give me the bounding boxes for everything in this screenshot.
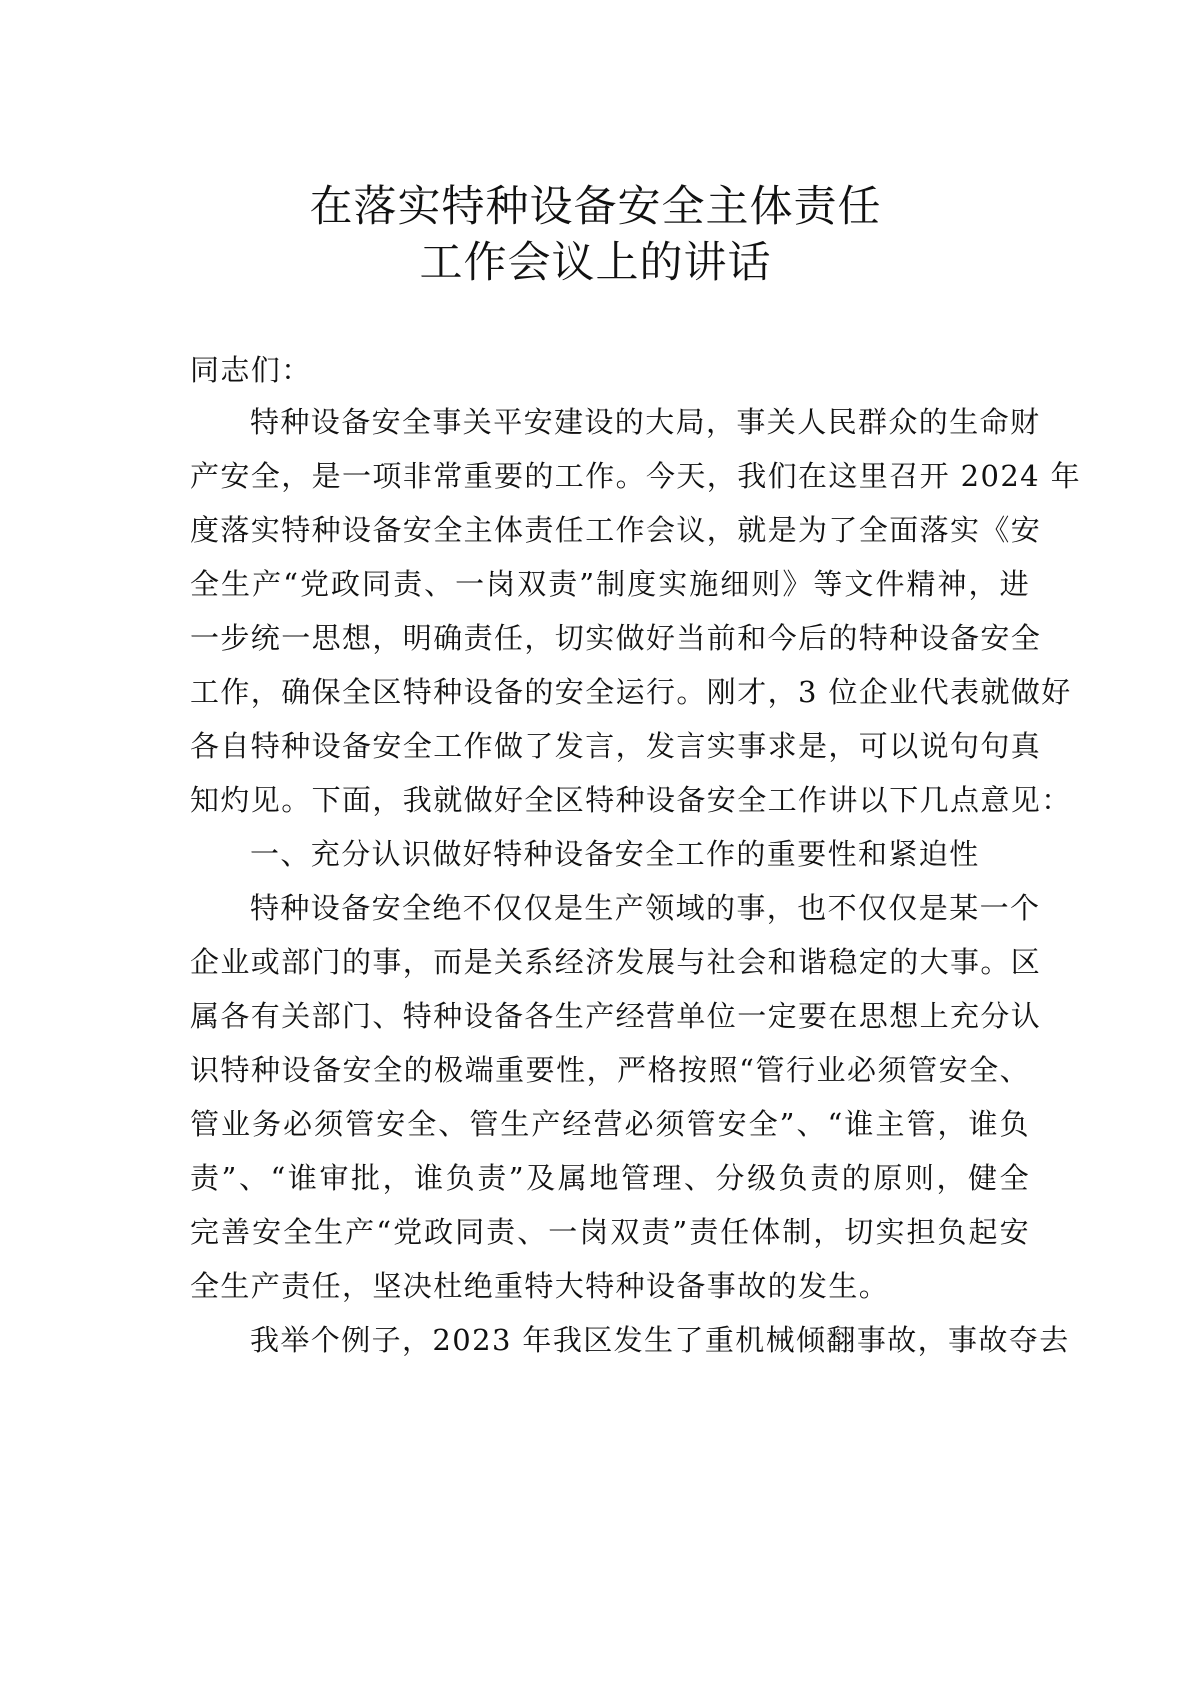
salutation: 同志们： <box>190 353 312 387</box>
paragraph-2-line: 特种设备安全绝不仅仅是生产领域的事，也不仅仅是某一个 <box>250 891 1041 925</box>
paragraph-1-line: 工作，确保全区特种设备的安全运行。刚才，3 位企业代表就做好 <box>190 675 1072 709</box>
document-title-line-2: 工作会议上的讲话 <box>419 238 772 288</box>
section-heading-1: 一、充分认识做好特种设备安全工作的重要性和紧迫性 <box>250 837 980 871</box>
paragraph-1-line: 特种设备安全事关平安建设的大局，事关人民群众的生命财 <box>250 405 1041 439</box>
paragraph-2-line: 全生产责任，坚决杜绝重特大特种设备事故的发生。 <box>190 1269 890 1303</box>
paragraph-2-line: 属各有关部门、特种设备各生产经营单位一定要在思想上充分认 <box>190 999 1042 1033</box>
document-title-line-1: 在落实特种设备安全主体责任 <box>309 182 882 232</box>
paragraph-1-line: 各自特种设备安全工作做了发言，发言实事求是，可以说句句真 <box>190 729 1042 763</box>
paragraph-2-line: 完善安全生产“党政同责、一岗双责”责任体制，切实担负起安 <box>190 1215 1030 1249</box>
paragraph-1-line: 度落实特种设备安全主体责任工作会议，就是为了全面落实《安 <box>190 513 1042 547</box>
paragraph-3-line: 我举个例子，2023 年我区发生了重机械倾翻事故，事故夺去 <box>250 1323 1070 1357</box>
paragraph-2-line: 企业或部门的事，而是关系经济发展与社会和谐稳定的大事。区 <box>190 945 1042 979</box>
paragraph-2-line: 管业务必须管安全、管生产经营必须管安全”、“谁主管，谁负 <box>190 1107 1030 1141</box>
paragraph-1-line: 一步统一思想，明确责任，切实做好当前和今后的特种设备安全 <box>190 621 1042 655</box>
paragraph-2-line: 识特种设备安全的极端重要性，严格按照“管行业必须管安全、 <box>190 1053 1030 1087</box>
paragraph-1-line: 全生产“党政同责、一岗双责”制度实施细则》等文件精神，进 <box>190 567 1030 601</box>
paragraph-1-line: 知灼见。下面，我就做好全区特种设备安全工作讲以下几点意见： <box>190 783 1072 817</box>
paragraph-2-line: 责”、“谁审批，谁负责”及属地管理、分级负责的原则，健全 <box>190 1161 1030 1195</box>
paragraph-1-line: 产安全，是一项非常重要的工作。今天，我们在这里召开 2024 年 <box>190 459 1082 493</box>
